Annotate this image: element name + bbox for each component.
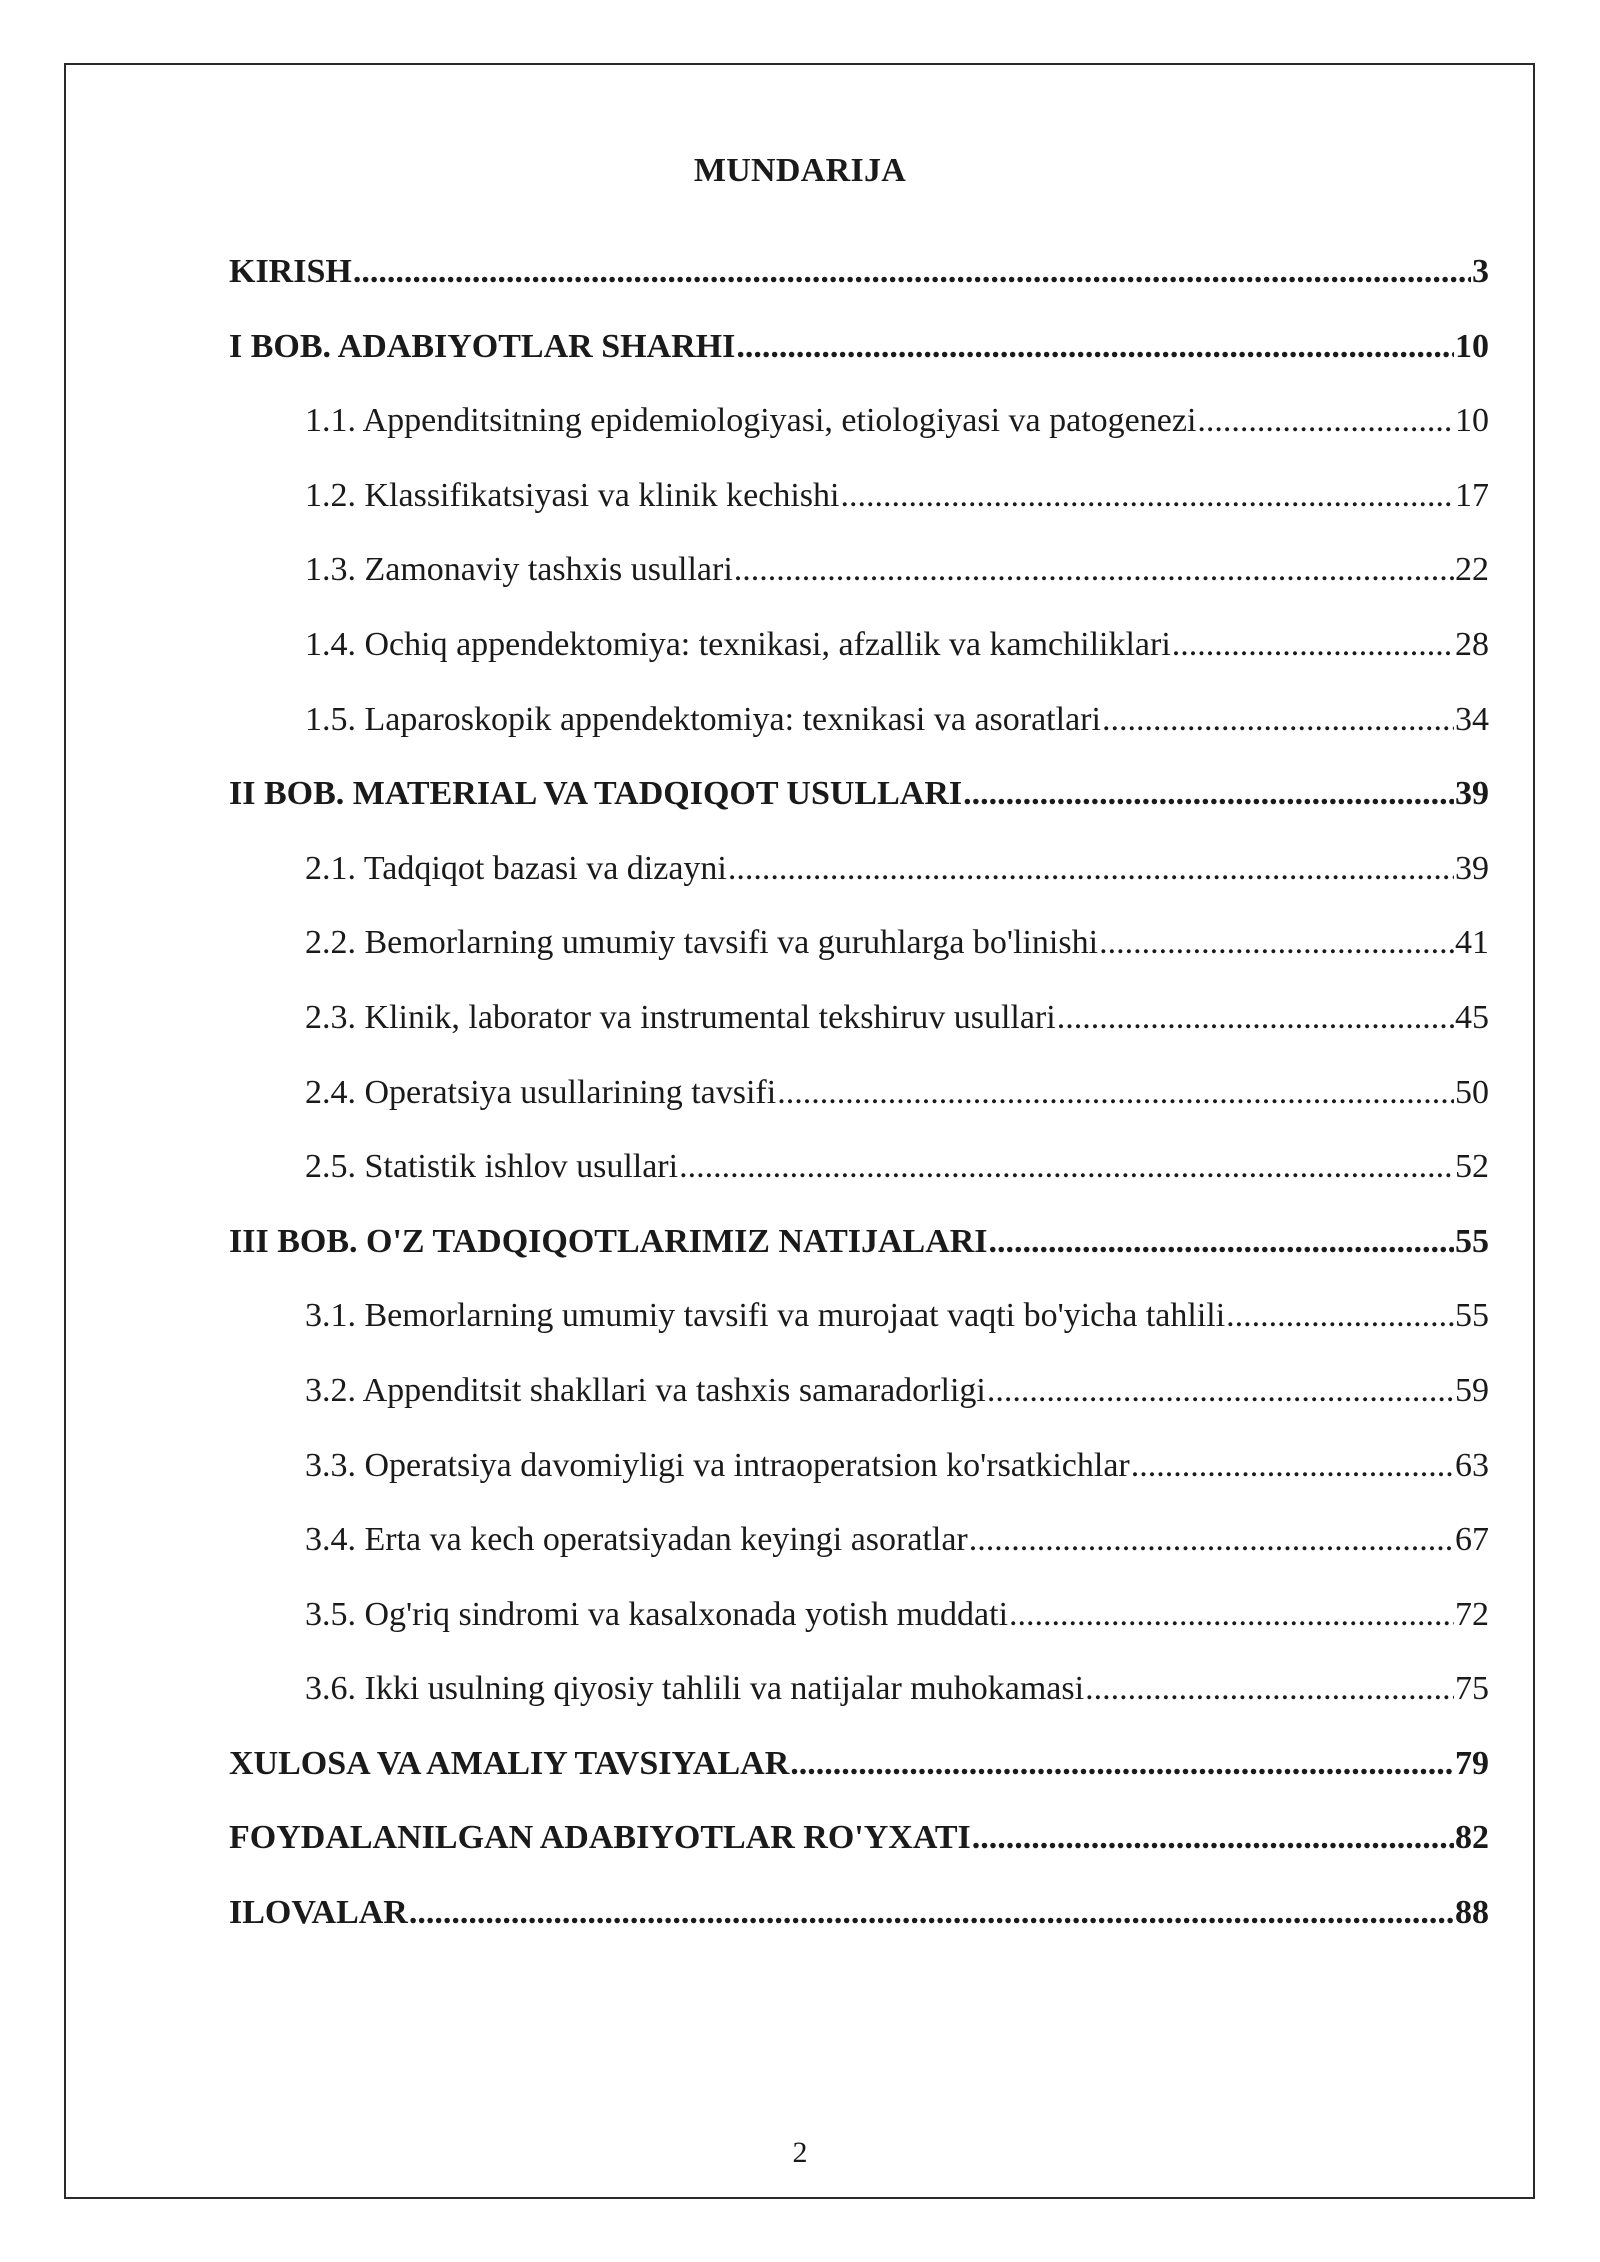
- toc-section-entry[interactable]: [229, 1063, 1489, 1138]
- dot-leader: [969, 1510, 1454, 1570]
- toc-entry-label: 1.4. Ochiq appendektomiya: texnikasi, afzallik va kamchiliklari: [305, 625, 1171, 663]
- toc-entry-label: I BOB. ADABIYOTLAR SHARHI: [229, 327, 736, 365]
- dot-leader: [987, 1361, 1454, 1421]
- toc-entry-label: ILOVALAR: [229, 1894, 408, 1932]
- toc-chapter-entry[interactable]: [229, 1734, 1489, 1809]
- toc-chapter-entry[interactable]: [229, 1808, 1489, 1883]
- dot-leader: [679, 1137, 1454, 1197]
- toc-entry-label: 2.5. Statistik ishlov usullari: [305, 1148, 679, 1186]
- toc-entry-page: 75: [1455, 1670, 1489, 1708]
- toc-entry-label: 1.1. Appenditsitning epidemiologiyasi, etiologiyasi va patogenezi: [305, 402, 1197, 440]
- toc-entry-label: 1.3. Zamonaviy tashxis usullari: [305, 551, 733, 589]
- table-of-contents: [229, 242, 1489, 1958]
- toc-entry-label: 2.1. Tadqiqot bazasi va dizayni: [305, 849, 727, 887]
- dot-leader: [1057, 988, 1454, 1048]
- toc-chapter-entry[interactable]: [229, 242, 1489, 317]
- dot-leader: [989, 1212, 1454, 1272]
- toc-entry-label: 3.2. Appenditsit shakllari va tashxis samaradorligi: [305, 1371, 986, 1409]
- toc-chapter-entry[interactable]: [229, 764, 1489, 839]
- toc-entry-label: 2.2. Bemorlarning umumiy tavsifi va guruhlarga bo'linishi: [305, 924, 1099, 962]
- toc-entry-page: 28: [1455, 625, 1489, 663]
- toc-section-entry[interactable]: [229, 1137, 1489, 1212]
- toc-section-entry[interactable]: [229, 1436, 1489, 1511]
- toc-entry-page: 22: [1455, 551, 1489, 589]
- dot-leader: [790, 1734, 1454, 1794]
- toc-entry-page: 72: [1455, 1595, 1489, 1633]
- toc-entry-page: 82: [1455, 1819, 1489, 1857]
- toc-entry-label: 1.2. Klassifikatsiyasi va klinik kechishi: [305, 476, 840, 514]
- dot-leader: [1131, 1436, 1454, 1496]
- toc-entry-page: 55: [1455, 1297, 1489, 1335]
- toc-entry-page: 10: [1455, 402, 1489, 440]
- toc-entry-page: 17: [1455, 476, 1489, 514]
- toc-entry-label: 2.3. Klinik, laborator va instrumental tekshiruv usullari: [305, 998, 1056, 1036]
- toc-entry-label: 3.6. Ikki usulning qiyosiy tahlili va natijalar muhokamasi: [305, 1670, 1085, 1708]
- dot-leader: [353, 242, 1471, 302]
- toc-entry-label: 3.4. Erta va kech operatsiyadan keyingi asoratlar: [305, 1521, 968, 1559]
- toc-chapter-entry[interactable]: [229, 317, 1489, 392]
- toc-entry-label: 1.5. Laparoskopik appendektomiya: texnikasi va asoratlari: [305, 700, 1101, 738]
- toc-entry-label: III BOB. O'Z TADQIQOTLARIMIZ NATIJALARI: [229, 1222, 988, 1260]
- toc-entry-page: 55: [1455, 1222, 1489, 1260]
- toc-entry-page: 39: [1455, 775, 1489, 813]
- toc-section-entry[interactable]: [229, 466, 1489, 541]
- dot-leader: [1099, 913, 1454, 973]
- toc-section-entry[interactable]: [229, 1510, 1489, 1585]
- toc-entry-label: 2.4. Operatsiya usullarining tavsifi: [305, 1073, 777, 1111]
- toc-entry-page: 67: [1455, 1521, 1489, 1559]
- dot-leader: [1102, 690, 1454, 750]
- toc-entry-page: 52: [1455, 1148, 1489, 1186]
- toc-entry-page: 39: [1455, 849, 1489, 887]
- toc-section-entry[interactable]: [229, 540, 1489, 615]
- toc-entry-label: II BOB. MATERIAL VA TADQIQOT USULLARI: [229, 775, 963, 813]
- toc-entry-label: KIRISH: [229, 253, 352, 290]
- dot-leader: [728, 839, 1454, 899]
- toc-section-entry[interactable]: [229, 988, 1489, 1063]
- toc-entry-page: 41: [1455, 924, 1489, 962]
- toc-section-entry[interactable]: [229, 1659, 1489, 1734]
- toc-section-entry[interactable]: [229, 839, 1489, 914]
- toc-entry-label: 3.1. Bemorlarning umumiy tavsifi va murojaat vaqti bo'yicha tahlili: [305, 1297, 1226, 1335]
- page-number: 2: [792, 2136, 808, 2169]
- toc-entry-label: 3.3. Operatsiya davomiyligi va intraoperatsion ko'rsatkichlar: [305, 1446, 1130, 1484]
- dot-leader: [1085, 1659, 1454, 1719]
- toc-entry-page: 3: [1472, 253, 1489, 290]
- dot-leader: [1172, 615, 1454, 675]
- toc-section-entry[interactable]: [229, 690, 1489, 765]
- toc-section-entry[interactable]: [229, 1286, 1489, 1361]
- dot-leader: [1009, 1585, 1454, 1645]
- toc-entry-page: 59: [1455, 1371, 1489, 1409]
- toc-entry-page: 34: [1455, 700, 1489, 738]
- page-title: MUNDARIJA: [693, 152, 907, 189]
- dot-leader: [1197, 391, 1454, 451]
- dot-leader: [409, 1883, 1454, 1943]
- toc-section-entry[interactable]: [229, 913, 1489, 988]
- toc-entry-label: 3.5. Og'riq sindromi va kasalxonada yotish muddati: [305, 1595, 1009, 1633]
- dot-leader: [736, 317, 1454, 377]
- toc-section-entry[interactable]: [229, 615, 1489, 690]
- toc-section-entry[interactable]: [229, 1361, 1489, 1436]
- dot-leader: [777, 1063, 1454, 1123]
- toc-section-entry[interactable]: [229, 1585, 1489, 1660]
- toc-entry-page: 88: [1455, 1894, 1489, 1932]
- toc-section-entry[interactable]: [229, 391, 1489, 466]
- toc-entry-page: 63: [1455, 1446, 1489, 1484]
- toc-entry-page: 10: [1455, 327, 1489, 365]
- dot-leader: [841, 466, 1455, 526]
- toc-entry-page: 50: [1455, 1073, 1489, 1111]
- dot-leader: [963, 764, 1454, 824]
- dot-leader: [734, 540, 1454, 600]
- dot-leader: [972, 1808, 1454, 1868]
- toc-chapter-entry[interactable]: [229, 1212, 1489, 1287]
- toc-entry-label: FOYDALANILGAN ADABIYOTLAR RO'YXATI: [229, 1819, 971, 1857]
- toc-entry-page: 45: [1455, 998, 1489, 1036]
- toc-entry-label: XULOSA VA AMALIY TAVSIYALAR: [229, 1744, 790, 1782]
- toc-chapter-entry[interactable]: [229, 1883, 1489, 1958]
- toc-entry-page: 79: [1455, 1744, 1489, 1782]
- dot-leader: [1226, 1286, 1454, 1346]
